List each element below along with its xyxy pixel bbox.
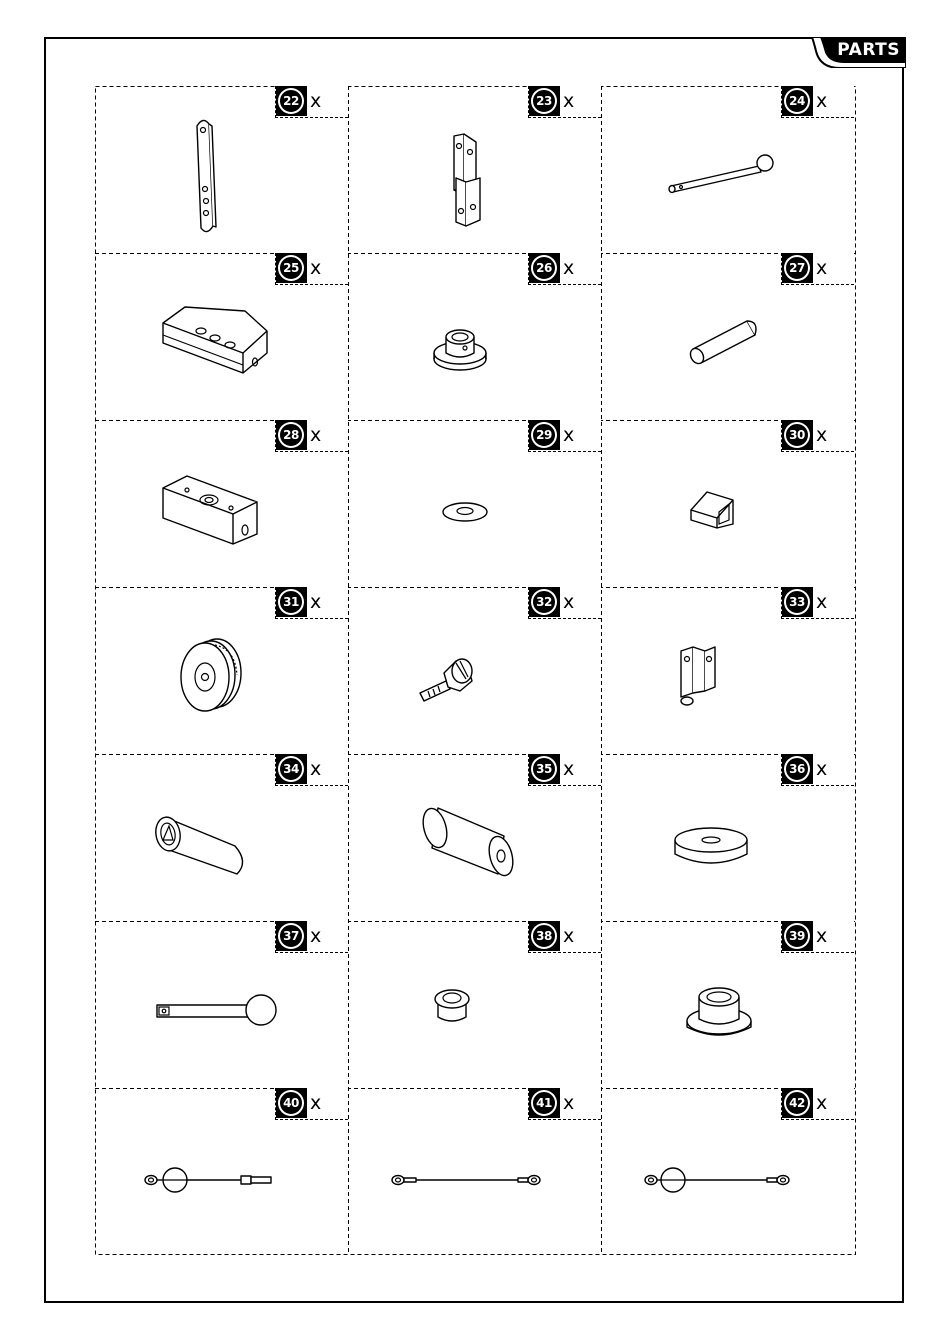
- part-cell: [348, 587, 601, 754]
- part-number: 36: [785, 757, 809, 781]
- part-quantity: x: [310, 90, 322, 112]
- part-quantity: x: [310, 1092, 322, 1114]
- part-number-badge: [276, 587, 307, 617]
- part-number: 31: [279, 590, 303, 614]
- part-number-badge: [782, 754, 813, 784]
- part-number: 41: [532, 1091, 556, 1115]
- part-cell: [348, 921, 601, 1088]
- part-quantity: x: [563, 1092, 575, 1114]
- part-cell: [601, 921, 854, 1088]
- part-cell: [348, 754, 601, 921]
- part-quantity: x: [563, 90, 575, 112]
- part-number-badge: [276, 253, 307, 283]
- part-number-badge: [529, 86, 560, 116]
- part-cell: [601, 420, 854, 587]
- part-number-badge: [782, 86, 813, 116]
- part-number: 25: [279, 256, 303, 280]
- part-number-badge: [529, 1088, 560, 1118]
- part-label: [275, 86, 348, 118]
- part-quantity: x: [563, 424, 575, 446]
- part-number: 26: [532, 256, 556, 280]
- part-number: 33: [785, 590, 809, 614]
- part-number-badge: [276, 420, 307, 450]
- parts-title: PARTS: [837, 40, 900, 60]
- part-label: [781, 754, 854, 786]
- part-cell: [348, 420, 601, 587]
- part-cell: [95, 253, 348, 420]
- part-number-badge: [529, 420, 560, 450]
- part-quantity: x: [310, 424, 322, 446]
- part-cell: [601, 1088, 854, 1255]
- part-cell: [348, 86, 601, 253]
- part-quantity: x: [310, 591, 322, 613]
- part-number-badge: [782, 420, 813, 450]
- part-number-badge: [529, 253, 560, 283]
- part-number-badge: [276, 921, 307, 951]
- part-label: [275, 1088, 348, 1120]
- part-label: [528, 754, 601, 786]
- part-label: [275, 587, 348, 619]
- part-number: 27: [785, 256, 809, 280]
- part-number-badge: [276, 1088, 307, 1118]
- part-quantity: x: [310, 925, 322, 947]
- part-number: 34: [279, 757, 303, 781]
- part-quantity: x: [563, 257, 575, 279]
- part-label: [781, 921, 854, 953]
- part-quantity: x: [563, 758, 575, 780]
- part-number: 42: [785, 1091, 809, 1115]
- part-quantity: x: [310, 758, 322, 780]
- part-label: [528, 921, 601, 953]
- part-number: 32: [532, 590, 556, 614]
- part-cell: [348, 253, 601, 420]
- part-cell: [348, 1088, 601, 1255]
- part-label: [781, 253, 854, 285]
- part-number-badge: [276, 86, 307, 116]
- part-quantity: x: [563, 925, 575, 947]
- part-number-badge: [782, 587, 813, 617]
- part-label: [781, 86, 854, 118]
- part-label: [275, 420, 348, 452]
- part-label: [275, 921, 348, 953]
- part-cell: [95, 86, 348, 253]
- part-quantity: x: [816, 424, 828, 446]
- part-label: [781, 1088, 854, 1120]
- part-quantity: x: [310, 257, 322, 279]
- part-quantity: x: [816, 758, 828, 780]
- part-quantity: x: [816, 257, 828, 279]
- part-number-badge: [276, 754, 307, 784]
- part-number: 24: [785, 89, 809, 113]
- part-number: 37: [279, 924, 303, 948]
- part-quantity: x: [816, 90, 828, 112]
- part-number: 39: [785, 924, 809, 948]
- part-quantity: x: [816, 925, 828, 947]
- part-number: 22: [279, 89, 303, 113]
- part-quantity: x: [563, 591, 575, 613]
- part-number: 35: [532, 757, 556, 781]
- part-cell: [601, 754, 854, 921]
- part-number-badge: [782, 921, 813, 951]
- part-label: [781, 420, 854, 452]
- part-number-badge: [529, 754, 560, 784]
- part-cell: [95, 587, 348, 754]
- part-number-badge: [529, 587, 560, 617]
- part-label: [528, 253, 601, 285]
- part-cell: [95, 420, 348, 587]
- parts-grid: [95, 86, 855, 1254]
- part-cell: [95, 921, 348, 1088]
- part-cell: [601, 86, 854, 253]
- part-quantity: x: [816, 591, 828, 613]
- part-label: [528, 587, 601, 619]
- part-number-badge: [782, 253, 813, 283]
- part-label: [528, 86, 601, 118]
- part-number: 28: [279, 423, 303, 447]
- part-label: [275, 754, 348, 786]
- part-number: 30: [785, 423, 809, 447]
- part-label: [275, 253, 348, 285]
- part-label: [528, 420, 601, 452]
- part-number-badge: [782, 1088, 813, 1118]
- part-number: 29: [532, 423, 556, 447]
- part-label: [528, 1088, 601, 1120]
- part-cell: [601, 587, 854, 754]
- part-number: 40: [279, 1091, 303, 1115]
- part-quantity: x: [816, 1092, 828, 1114]
- part-number: 38: [532, 924, 556, 948]
- part-cell: [95, 754, 348, 921]
- part-cell: [95, 1088, 348, 1255]
- part-number: 23: [532, 89, 556, 113]
- part-label: [781, 587, 854, 619]
- part-cell: [601, 253, 854, 420]
- part-number-badge: [529, 921, 560, 951]
